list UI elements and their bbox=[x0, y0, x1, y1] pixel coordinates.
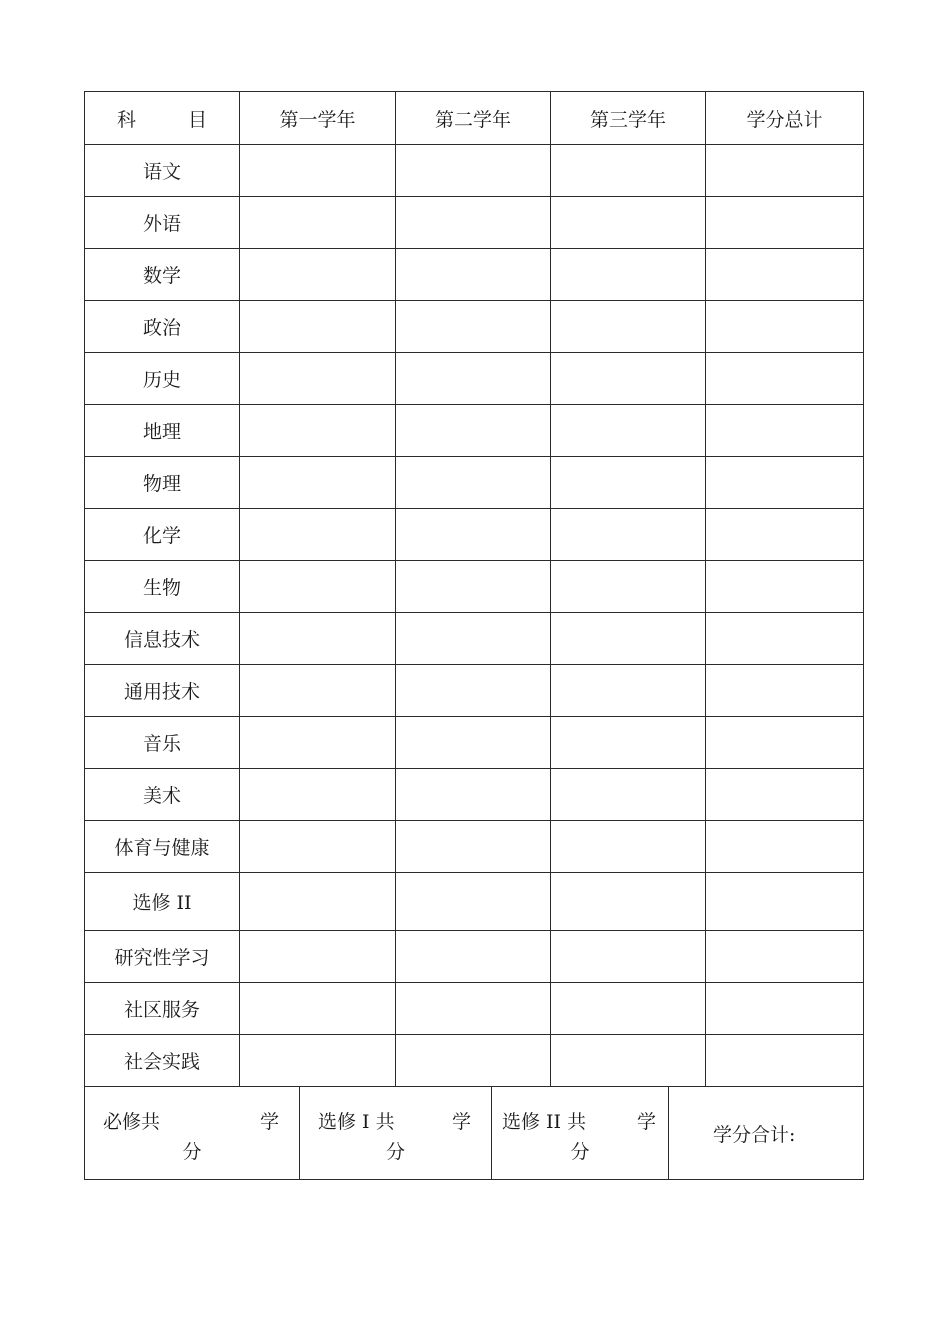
table-row bbox=[85, 301, 864, 353]
elective1-xue: 学 bbox=[451, 1111, 471, 1133]
year2-cell[interactable] bbox=[396, 509, 551, 561]
required-label: 必修共 bbox=[103, 1111, 161, 1133]
header-year1: 第一学年 bbox=[240, 92, 396, 145]
year3-cell[interactable] bbox=[551, 613, 706, 665]
year3-cell[interactable] bbox=[551, 665, 706, 717]
subject-label: 语文 bbox=[85, 145, 240, 197]
total-cell[interactable] bbox=[706, 717, 864, 769]
table-row bbox=[85, 665, 864, 717]
year1-cell[interactable] bbox=[240, 405, 396, 457]
total-cell[interactable] bbox=[706, 509, 864, 561]
table-row bbox=[85, 983, 864, 1035]
year2-cell[interactable] bbox=[396, 665, 551, 717]
year2-cell[interactable] bbox=[396, 769, 551, 821]
subject-label: 外语 bbox=[85, 197, 240, 249]
subject-label: 音乐 bbox=[85, 717, 240, 769]
total-cell[interactable] bbox=[706, 353, 864, 405]
year2-cell[interactable] bbox=[396, 249, 551, 301]
table-row bbox=[85, 249, 864, 301]
year1-cell[interactable] bbox=[240, 457, 396, 509]
year2-cell[interactable] bbox=[396, 561, 551, 613]
year2-cell[interactable] bbox=[396, 717, 551, 769]
year1-cell[interactable] bbox=[240, 983, 396, 1035]
summary-table bbox=[84, 1086, 864, 1180]
total-cell[interactable] bbox=[706, 665, 864, 717]
elective2-xue: 学 bbox=[636, 1111, 656, 1133]
total-cell[interactable] bbox=[706, 983, 864, 1035]
year1-cell[interactable] bbox=[240, 665, 396, 717]
total-credits-label: 学分合计: bbox=[713, 1123, 796, 1146]
year3-cell[interactable] bbox=[551, 769, 706, 821]
year1-cell[interactable] bbox=[240, 931, 396, 983]
year1-cell[interactable] bbox=[240, 561, 396, 613]
required-credits-cell[interactable] bbox=[85, 1087, 300, 1180]
header-year2: 第二学年 bbox=[396, 92, 551, 145]
table-row bbox=[85, 717, 864, 769]
year2-cell[interactable] bbox=[396, 821, 551, 873]
table-row bbox=[85, 873, 864, 931]
year3-cell[interactable] bbox=[551, 931, 706, 983]
year1-cell[interactable] bbox=[240, 613, 396, 665]
subject-label: 体育与健康 bbox=[85, 821, 240, 873]
year1-cell[interactable] bbox=[240, 353, 396, 405]
subject-label: 化学 bbox=[85, 509, 240, 561]
year2-cell[interactable] bbox=[396, 457, 551, 509]
elective2-fen: 分 bbox=[570, 1141, 590, 1163]
year2-cell[interactable] bbox=[396, 983, 551, 1035]
required-fen: 分 bbox=[182, 1141, 202, 1163]
elective2-credits-cell[interactable] bbox=[492, 1087, 669, 1180]
subject-label: 物理 bbox=[85, 457, 240, 509]
table-row bbox=[85, 613, 864, 665]
year3-cell[interactable] bbox=[551, 821, 706, 873]
header-row bbox=[85, 92, 864, 145]
year2-cell[interactable] bbox=[396, 1035, 551, 1087]
table-row bbox=[85, 197, 864, 249]
subject-label: 信息技术 bbox=[85, 613, 240, 665]
header-subject-char-1: 科 bbox=[116, 108, 136, 131]
subject-label: 研究性学习 bbox=[85, 931, 240, 983]
subject-label: 社会实践 bbox=[85, 1035, 240, 1087]
year3-cell[interactable] bbox=[551, 405, 706, 457]
year3-cell[interactable] bbox=[551, 1035, 706, 1087]
header-subject bbox=[85, 92, 240, 145]
total-cell[interactable] bbox=[706, 873, 864, 931]
year2-cell[interactable] bbox=[396, 145, 551, 197]
subject-label: 通用技术 bbox=[85, 665, 240, 717]
year1-cell[interactable] bbox=[240, 717, 396, 769]
year3-cell[interactable] bbox=[551, 353, 706, 405]
total-credits-cell[interactable] bbox=[669, 1087, 864, 1180]
table-row bbox=[85, 405, 864, 457]
credit-form bbox=[84, 91, 863, 1180]
total-cell[interactable] bbox=[706, 301, 864, 353]
subject-label: 美术 bbox=[85, 769, 240, 821]
total-cell[interactable] bbox=[706, 769, 864, 821]
year3-cell[interactable] bbox=[551, 301, 706, 353]
subject-label: 数学 bbox=[85, 249, 240, 301]
subject-label: 地理 bbox=[85, 405, 240, 457]
summary-row bbox=[85, 1087, 864, 1180]
header-subject-char-2: 目 bbox=[188, 108, 208, 131]
year2-cell[interactable] bbox=[396, 301, 551, 353]
subject-label: 政治 bbox=[85, 301, 240, 353]
year1-cell[interactable] bbox=[240, 509, 396, 561]
year2-cell[interactable] bbox=[396, 197, 551, 249]
total-cell[interactable] bbox=[706, 145, 864, 197]
total-cell[interactable] bbox=[706, 561, 864, 613]
year2-cell[interactable] bbox=[396, 931, 551, 983]
year1-cell[interactable] bbox=[240, 873, 396, 931]
year3-cell[interactable] bbox=[551, 145, 706, 197]
year3-cell[interactable] bbox=[551, 249, 706, 301]
subject-label: 选修 II bbox=[85, 873, 240, 931]
year3-cell[interactable] bbox=[551, 197, 706, 249]
table-row bbox=[85, 821, 864, 873]
total-cell[interactable] bbox=[706, 197, 864, 249]
year3-cell[interactable] bbox=[551, 873, 706, 931]
elective1-label: 选修 I 共 bbox=[318, 1111, 395, 1133]
year3-cell[interactable] bbox=[551, 717, 706, 769]
table-row bbox=[85, 769, 864, 821]
table-row bbox=[85, 457, 864, 509]
year3-cell[interactable] bbox=[551, 457, 706, 509]
table-row bbox=[85, 931, 864, 983]
total-cell[interactable] bbox=[706, 821, 864, 873]
total-cell[interactable] bbox=[706, 249, 864, 301]
total-cell[interactable] bbox=[706, 457, 864, 509]
year1-cell[interactable] bbox=[240, 249, 396, 301]
total-cell[interactable] bbox=[706, 405, 864, 457]
table-row bbox=[85, 509, 864, 561]
year1-cell[interactable] bbox=[240, 145, 396, 197]
total-cell[interactable] bbox=[706, 1035, 864, 1087]
year1-cell[interactable] bbox=[240, 1035, 396, 1087]
year2-cell[interactable] bbox=[396, 873, 551, 931]
subject-label: 社区服务 bbox=[85, 983, 240, 1035]
year3-cell[interactable] bbox=[551, 509, 706, 561]
year1-cell[interactable] bbox=[240, 197, 396, 249]
table-row bbox=[85, 1035, 864, 1087]
table-row bbox=[85, 353, 864, 405]
subject-label: 生物 bbox=[85, 561, 240, 613]
elective2-label: 选修 II 共 bbox=[502, 1111, 587, 1133]
table-row bbox=[85, 145, 864, 197]
year1-cell[interactable] bbox=[240, 301, 396, 353]
elective1-credits-cell[interactable] bbox=[300, 1087, 492, 1180]
total-cell[interactable] bbox=[706, 931, 864, 983]
subject-label: 历史 bbox=[85, 353, 240, 405]
header-year3: 第三学年 bbox=[551, 92, 706, 145]
year2-cell[interactable] bbox=[396, 405, 551, 457]
table-row bbox=[85, 561, 864, 613]
year1-cell[interactable] bbox=[240, 769, 396, 821]
header-total: 学分总计 bbox=[706, 92, 864, 145]
total-cell[interactable] bbox=[706, 613, 864, 665]
credit-table bbox=[84, 91, 864, 1087]
year1-cell[interactable] bbox=[240, 821, 396, 873]
elective1-fen: 分 bbox=[385, 1141, 405, 1163]
year3-cell[interactable] bbox=[551, 983, 706, 1035]
year3-cell[interactable] bbox=[551, 561, 706, 613]
required-xue: 学 bbox=[259, 1111, 279, 1133]
year2-cell[interactable] bbox=[396, 353, 551, 405]
year2-cell[interactable] bbox=[396, 613, 551, 665]
